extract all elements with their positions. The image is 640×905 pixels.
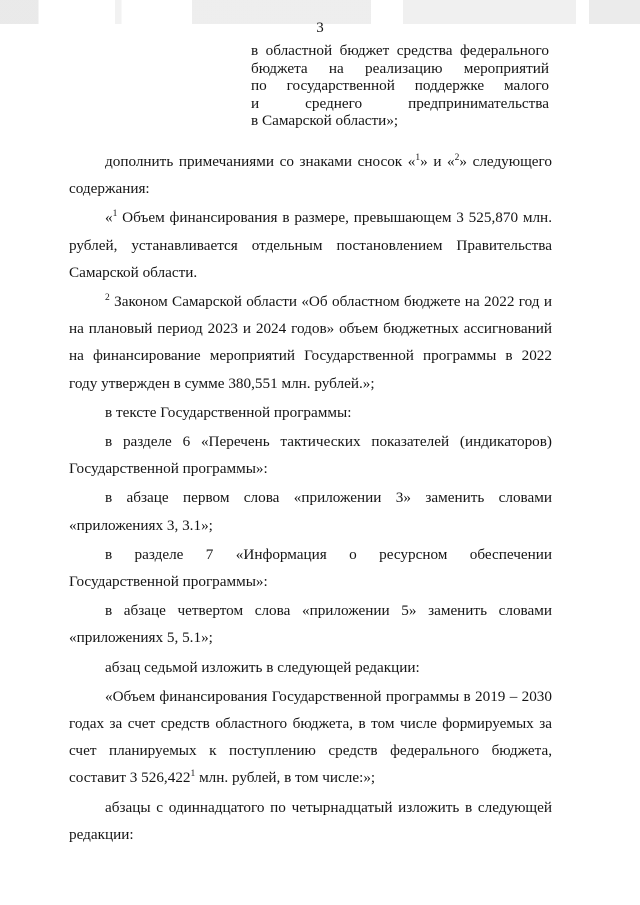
paragraph-footnote-2 <box>69 288 552 397</box>
text-run: Законом Самарской области «Об областном бюджете на 2022 год и на плановый период 2023 и 2024 годов» объем бюджетных ассигнований на финансирование мероприятий Государственной программы в 2022 году утвержден в сумме 380,551 млн. рублей.»; <box>69 293 552 392</box>
text-run: «Объем финансирования Государственной программы в 2019 – 2030 годах за счет средств областного бюджета, в том числе формируемых за счет планируемых к поступлению средств федерального бюджета, составит 3 526,422 <box>69 687 552 787</box>
program-title-block <box>251 42 549 130</box>
title-line-3 <box>251 77 549 95</box>
paragraph-abzacs-11-14: абзацы с одиннадцатого по четырнадцатый изложить в следующей редакции: <box>69 798 552 843</box>
paragraph-footnote-intro <box>69 148 552 202</box>
title-word: поддержке <box>414 77 485 95</box>
text-run: дополнить примечаниями со знаками сносок « <box>105 153 416 170</box>
paragraph-footnote-1 <box>69 204 552 286</box>
text-run: Объем финансирования в размере, превышающем 3 525,870 млн. рублей, устанавливается отдельным постановлением Правительства Самарской области. <box>69 209 552 281</box>
title-line-5 <box>251 112 549 130</box>
title-line-2 <box>251 60 549 78</box>
title-word: предпринимательства <box>408 94 549 112</box>
text-run: » и « <box>420 153 455 170</box>
footnote-marker: 1 <box>112 209 118 220</box>
title-word: средства <box>396 42 453 59</box>
text-run: » следующего содержания: <box>69 153 552 198</box>
title-word: в Самарской области»; <box>251 112 399 130</box>
footnote-marker: 1 <box>190 769 196 780</box>
text-run: млн. рублей, в том числе:»; <box>195 769 376 787</box>
title-word: по <box>251 77 267 95</box>
title-word: федерального <box>459 42 549 59</box>
title-word: бюджет <box>339 42 390 59</box>
title-word: государственной <box>286 77 395 95</box>
paragraph-section-6-edit: в абзаце первом слова «приложении 3» заменить словами «приложениях 3, 3.1»; <box>69 489 552 534</box>
title-line-1 <box>251 42 549 60</box>
paragraph-financing-volume <box>69 683 552 792</box>
paragraph-program-text: в тексте Государственной программы: <box>105 403 352 421</box>
footnote-marker: 1 <box>415 152 421 163</box>
title-line-4 <box>251 95 549 113</box>
title-word: в <box>251 42 259 59</box>
document-body <box>69 148 552 850</box>
footnote-marker: 2 <box>454 152 460 163</box>
paragraph-section-7: в разделе 7 «Информация о ресурсном обеспечении Государственной программы»: <box>69 545 552 591</box>
text-run: « <box>105 209 113 227</box>
title-word: областной <box>265 42 333 59</box>
title-word: и <box>251 94 260 112</box>
paragraph-section-7-edit: в абзаце четвертом слова «приложении 5» заменить словами «приложениях 5, 5.1»; <box>69 602 552 647</box>
page-number: 3 <box>316 20 324 36</box>
title-word: малого <box>503 77 549 95</box>
title-word: бюджета <box>251 59 308 77</box>
title-word: среднего <box>305 94 363 112</box>
title-word: реализацию <box>365 59 443 77</box>
paragraph-seventh-abzac: абзац седьмой изложить в следующей редакции: <box>105 658 420 676</box>
title-word: мероприятий <box>463 59 549 77</box>
paragraph-section-6: в разделе 6 «Перечень тактических показателей (индикаторов) Государственной программы»: <box>69 433 552 478</box>
title-word: на <box>328 59 344 77</box>
footnote-marker: 2 <box>105 292 110 303</box>
